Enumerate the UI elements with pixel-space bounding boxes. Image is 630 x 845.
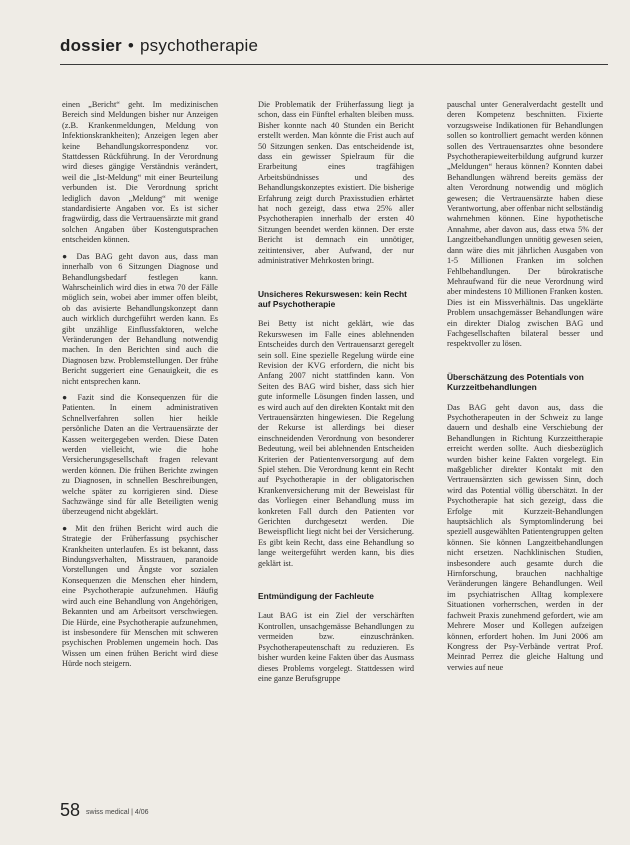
page-footer [60,800,149,821]
paragraph: Bei Betty ist nicht geklärt, wie das Rekurswesen im Falle eines ablehnenden Entscheides durch den Vertrauensarzt geregelt sein soll. Eine spezielle Regelung würde eine Revision der KVG erfordern, die nicht bis Anfang 2007 nicht stattfinden kann. Von Seiten des BAG wird bisher, dass sich hier gute informelle Lösungen finden lassen, und es wird auch auf den direkten Kontakt mit den Vertrauensärzten hingewiesen. Die Regelung der Rekurse ist allerdings bei dieser einschneidenden Verordnung von besonderer Bedeutung, weil bei ablehnenden Entscheiden Kriterien der Patientenversorgung auf dem Spiel stehen. Die Verordnung kennt ein Recht auf Psychotherapie in der obligatorischen Krankenversicherung mit der Beweislast für das Vorliegen einer Behandlung muss im konkreten Fall durch den Patienten vor Gerichten durchgesetzt werden. Die Beweispflicht liegt nicht bei der Versicherung. Es gibt kein Recht, dass eine Behandlung so lange weitergeführt werden kann, bis dies geklärt ist. [258,319,414,568]
header-bullet: • [127,36,135,55]
paragraph: einen „Bericht“ geht. Im medizinischen Bereich sind Meldungen bisher nur Anzeigen (z.B. Krankenmeldungen, Meldung von Infektionskrankheiten); Anzeigen legen aber keine Behandlungskorrespondenz vor. Stattdessen Rückführung. In der Verordnung wird dieses gängige Verständnis verändert, weil die „Ist-Meldung“ mit einer Beurteilung verbunden ist. Die Verordnung spricht lediglich davon „Meldung“ mit wenige standardisierte Angaben vor. Es ist sicher fragwürdig, dass die Vertrauensärzte mit grand solchen Angaben über Kostengutsprachen entscheiden können. [62,100,218,245]
paragraph: pauschal unter Generalverdacht gestellt und deren Kompetenz beschnitten. Fixierte vorzugsweise Indikationen für Behandlungen sollen so kontrolliert gemacht werden können sollen des Vertrauensarztes ohne besondere Psychotherapieweiterbildung aufgrund kurzer „Meldungen“ heraus können? Konnten dabei Behandlungen während bereits gemäss der alten Verordnung notwendig und möglich gewesen; die Vertrauensärzte haben diese Verantwortung, aber offenbar nicht selbständig wahrnehmen können. Eine hypothetische Annahme, aber davon aus, dass etwa 5% der Langzeitbehandlungen unnötig gewesen seien, dann wäre dies mit jährlichen Ausgaben von 1-5 Millionen Franken im solchen Fehlbehandlungen. Der bürokratische Mehraufwand für die neue Verordnung wird aber mindestens 10 Millionen Franken kosten. Dies ist ein Missverhältnis. Das ungeklärte Problem unsachgemässer Behandlungen wäre ein direkter Dialog zwischen BAG und Fachgesellschaften bilateral besser und respektvoller zu lösen. [447,100,603,349]
publication-label: swiss medical | 4/06 [86,809,149,816]
paragraph: ● Das BAG geht davon aus, dass man innerhalb von 6 Sitzungen Diagnose und Behandlungsbedarf festlegen kann. Wahrscheinlich wird dies in etwa 70 der Fälle möglich sein, wobei aber immer offen bleibt, ob das avisierte Behandlungskonzept dann auch wirklich durchgeführt werden kann. Es gibt unzählige Einflussfaktoren, welche Veränderungen der Behandlung notwendig machen. In den Berichten sind auch die Diagnosen bzw. Problemstellungen. Der frühe Bericht suggeriert eine Genauigkeit, die es nicht entsprechen kann. [62,251,218,386]
page-number: 58 [60,800,81,820]
paragraph: ● Mit den frühen Bericht wird auch die Strategie der Früherfassung psychischer Krankheiten unterlaufen. Es ist bekannt, dass Bindungsverhalten, Misstrauen, paranoide Vorstellungen und Ängste vor sozialen Konsequenzen die Menschen eher hindern, eine Psychotherapie aufzunehmen. Häufig wird auch eine Behandlung von Angehörigen, Bekannten und am Arbeitsort verschwiegen. Die Hürde, eine Psychotherapie aufzunehmen, ist insbesondere für Menschen mit schweren psychischen Problemen ungemein hoch. Das Wissen um einen frühen Bericht wird diese Hürde noch steigern. [62,523,218,669]
section-label: dossier [60,36,122,55]
text-column-2 [258,100,414,800]
text-column-3 [447,100,603,800]
section-heading: Überschätzung des Potentials von Kurzzeitbehandlungen [447,371,584,393]
paragraph: Das BAG geht davon aus, dass die Psychotherapeuten in der Schweiz zu lange dauern und deshalb eine Verschiebung der Behandlungen in Richtung Kurzzeittherapie erreicht werden sollte. Auch diesbezüglich wurden bisher keine Fakten vorgelegt. Ein maßgeblicher direkter Kontakt mit den Vertrauensärzten sich gewissen Sinn, doch wird das Potential völlig überschätzt. In der Psychotherapie hat sich gezeigt, dass die Erfolge mit Kurzzeit-Behandlungen hauptsächlich als Symptomlinderung bei speziell ausgewählten Patientengruppen gelten können. Sie können Langzeitbehandlungen nicht ersetzen. Nachklinischen Studien, insbesondere auch gesamte durch die Hirnforschung, brauchen nachhaltige Veränderungen längere Behandlungen. Weil im psychiatrischen Alltag komplexere Situationen vorherrschen, werden in der fachweit Praxis zunehmend gefordert, wie am Mehrere Moser und Kollegen aufzeigen können, erfordert hohen. Im Juni 2006 am Kongress der Psy-Verbände vertrat Prof. Meinrad Perrez die gleiche Haltung und verwies auf neue [447,402,603,672]
text-column-1 [62,100,218,800]
page-header [60,36,258,56]
topic-label: psychotherapie [140,36,259,55]
paragraph: ● Fazit sind die Konsequenzen für die Patienten. In einem administrativen Schnellverfahren sollen hier heikle persönliche Daten an die Vertrauensärzte der Kassen weitergegeben werden. Diese Daten werden vielleicht, wie die hohe Versicherungsgesellschaft fragen relevant werden können. Die frühen Berichte zwingen zu Diagnosen, in schnellen Beschreibungen, welche später zu korrigieren sind. Diese Sachzwänge sind für alle Beteiligten wenig überzeugend nicht abgeklärt. [62,392,218,517]
section-heading: Unsicheres Rekurswesen: kein Recht auf Psychotherapie [258,288,407,309]
paragraph: Die Problematik der Früherfassung liegt ja schon, dass ein Fünftel erhalten bleiben muss. Bisher konnte nach 40 Stunden ein Bericht erstellt werden. Man könnte die Frist auch auf 50 Sitzungen senken. Das entscheidende ist, dass ein gewisser Spielraum für die Erarbeitung eines tragfähigen Arbeitsbündnisses und des Behandlungskonzeptes existiert. Die bisherige Erfahrung zeigt durch Praxisstudien erhärtet hat noch gezeigt, dass etwa 25% aller Psychotherapien innerhalb der ersten 40 Sitzungen beendet werden können. Der erste Bericht ist demnach ein unnötiger, zeitintensiver, aber Aufwand, der nur administrativer Mehrkosten bringt. [258,100,414,266]
paragraph: Laut BAG ist ein Ziel der verschärften Kontrollen, unsachgemässe Behandlungen zu vermeiden bzw. einzuschränken. Psychotherapeutenschaft zu reduzieren. Es bisher wurden keine Fakten über das Ausmass dieses Problems vorgelegt. Stattdessen wird eine ganze Berufsgruppe [258,611,414,683]
header-divider [60,64,608,65]
section-heading: Entmündigung der Fachleute [258,591,374,602]
